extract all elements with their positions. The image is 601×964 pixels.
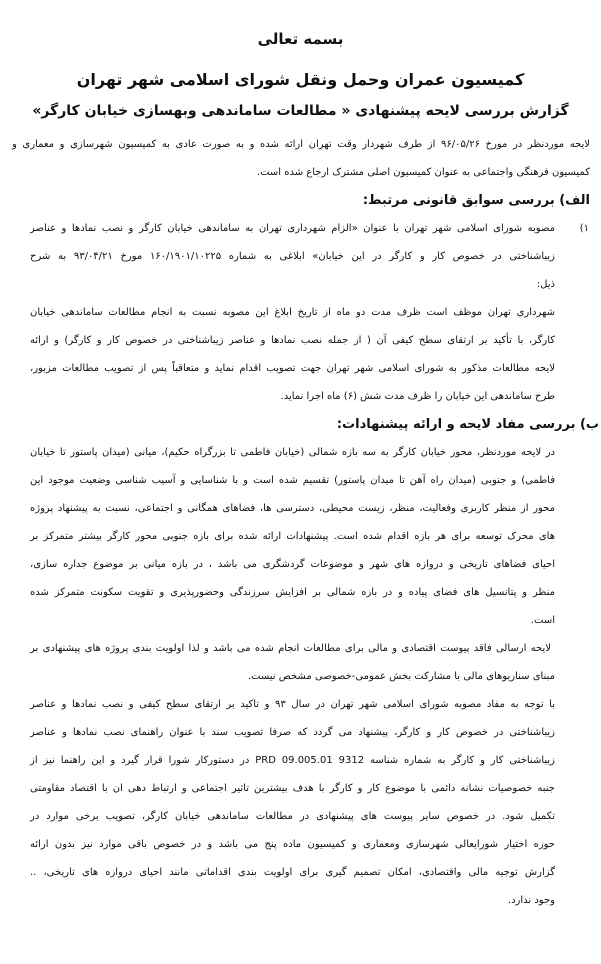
section-b-heading [0, 411, 601, 439]
section-a-heading [0, 187, 601, 215]
line-text: گزارش توجیه مالی واقتصادی، امکان تصمیم گیری برای اولویت بندی اقداماتی مانند احیای دروازه های تاریخی، .. [30, 867, 555, 878]
paragraph-line [0, 299, 601, 327]
paragraph-line [0, 579, 601, 607]
line-text: مبنای سناریوهای مالی با مشارکت بخش عمومی-خصوصی مشخص نیست. [247, 671, 555, 682]
line-text: تکمیل شود. در خصوص سایر پیوست های پیشنهادی در مطالعات ساماندهی خیابان کارگر، تصویب برخی موارد در [30, 811, 555, 822]
paragraph-line [0, 523, 601, 551]
paragraph-line [0, 551, 601, 579]
paragraph-line [0, 719, 601, 747]
paragraph-line [0, 467, 601, 495]
section-heading-text: الف) بررسی سوابق قانونی مرتبط: [362, 193, 590, 208]
line-text: طرح ساماندهی این خیابان را ظرف مدت شش (۶) ماه اجرا نماید. [280, 391, 555, 402]
line-text: با توجه به مفاد مصوبه شورای اسلامی شهر تهران در سال ۹۳ و تاکید بر ارتقای سطح کیفی و نصب نمادها و عناصر [30, 699, 555, 710]
line-text: های محرک توسعه برای هر بازه اقدام شده است. پیشنهادات ارائه شده برای بازه جنوبی محور کارگر بیشتر متمرکز بر [30, 531, 555, 542]
paragraph-line [0, 215, 601, 243]
paragraph-line [0, 859, 601, 887]
paragraph-line [0, 663, 601, 691]
paragraph-line [0, 243, 601, 271]
report-title: گزارش بررسی لایحه پیشنهادی « مطالعات ساماندهی وبهسازی خیابان کارگر» [32, 103, 569, 119]
line-text: لایحه مطالعات مذکور به شورای اسلامی شهر تهران جهت تصویب اقدام نماید و متعاقباً پس از تصویب مطالعات مزبور، [30, 363, 555, 374]
commission-title: کمیسیون عمران وحمل ونقل شورای اسلامی شهر تهران [76, 70, 525, 89]
line-text: جنبه خصوصیات نشانه دائمی با موضوع کار و کارگر با هدف بیشترین تاثیر اجتماعی و ارتباط دهی ان با اقتصاد مقاومتی [30, 783, 555, 794]
line-text: حوزه اختیار شورایعالی شهرسازی ومعماری و کمیسیون ماده پنج می باشد و در خصوص باقی موارد نیز بدون ارائه [30, 839, 555, 850]
line-text: ذیل: [536, 279, 555, 290]
line-text: زیباشناختی در خصوص کار و کارگر در این خیابان» ابلاغی به شماره ۱۶۰/۱۹۰۱/۱۰۲۲۵ مورخ ۹۳/۰۴/۲۱ به شرح [30, 251, 556, 262]
paragraph-line [0, 327, 601, 355]
intro-text: کمیسیون فرهنگی واجتماعی به عنوان کمیسیون اصلی مشترک ارجاع شده است. [256, 167, 590, 178]
intro-line [0, 159, 601, 187]
line-text: کارگر، با تأکید بر ارتقای سطح کیفی آن ( از جمله نصب نمادها و عناصر زیباشناختی در خصوص کار و کارگر) و ارائه [30, 335, 555, 346]
paragraph-line [0, 747, 601, 775]
line-text: احیای فضاهای تاریخی و دروازه های شهر و موضوعات گردشگری می باشد ، در بازه میانی بر موضوع جداره سازی، [30, 559, 555, 570]
line-text: است. [530, 615, 555, 626]
line-text: در لایحه موردنظر، محور خیابان کارگر به سه بازه شمالی (خیابان فاطمی تا بزرگراه حکیم)، میانی (میدان پاستور تا خیابان [30, 447, 555, 458]
paragraph-line [0, 383, 601, 411]
paragraph-line [0, 831, 601, 859]
paragraph-line [0, 495, 601, 523]
paragraph-line [0, 887, 601, 915]
document-body [0, 131, 601, 915]
paragraph-line [0, 439, 601, 467]
line-text: وجود ندارد. [507, 895, 555, 906]
line-text: منظر و پتانسیل های فضای پیاده و در بازه شمالی بر افزایش سرزندگی وحضورپذیری و تقویت سکونت متمرکز شده [30, 587, 555, 598]
paragraph-line [0, 691, 601, 719]
paragraph-line [0, 355, 601, 383]
intro-text: لایحه موردنظر در مورخ ۹۶/۰۵/۲۶ از طرف شهردار وقت تهران ارائه شده و به صورت عادی به کمیسیون شهرسازی و معماری و [12, 139, 590, 150]
paragraph-line [0, 607, 601, 635]
line-text: محور از منظر کاربری وفعالیت، منظر، زیست محیطی، دسترسی ها، فضاهای همگانی و اجتماعی، نسبت به پیشنهاد پروژه [30, 503, 555, 514]
paragraph-line [0, 635, 601, 663]
paragraph-line [0, 775, 601, 803]
line-text: فاطمی) و جنوبی (میدان راه آهن تا میدان پاستور) تقسیم شده است و با شناسایی و آسیب شناسی وضعیت موجود این [30, 475, 555, 486]
section-heading-text: ب) بررسی مفاد لایحه و ارائه پیشنهادات: [336, 417, 599, 432]
line-text: زیباشناختی در خصوص کار و کارگر، پیشنهاد می گردد که صرفا تصویب سند با عنوان راهنمای نصب نمادها و عناصر [30, 727, 555, 738]
intro-line [0, 131, 601, 159]
basmala-heading: بسمه تعالی [257, 30, 344, 48]
line-text: مصوبه شورای اسلامی شهر تهران با عنوان «الزام شهرداری تهران به ساماندهی خیابان کارگر و نصب نمادها و عناصر [30, 223, 555, 234]
line-text: شهرداری تهران موظف است ظرف مدت دو ماه از تاریخ ابلاغ این مصوبه نسبت به انجام مطالعات ساماندهی خیابان [30, 307, 555, 318]
paragraph-line [0, 803, 601, 831]
line-text: زیباشناختی کار و کارگر به شماره شناسه 9312 PRD 09.005.01 در دستورکار شورا قرار گیرد و این راهنما نیز از [30, 755, 555, 766]
item-number: ۱) [579, 223, 589, 234]
paragraph-line [0, 271, 601, 299]
line-text: لایحه ارسالی فاقد پیوست اقتصادی و مالی برای مطالعات انجام شده می باشد و لذا اولویت بندی پروژه های پیشنهادی بر [30, 643, 551, 654]
